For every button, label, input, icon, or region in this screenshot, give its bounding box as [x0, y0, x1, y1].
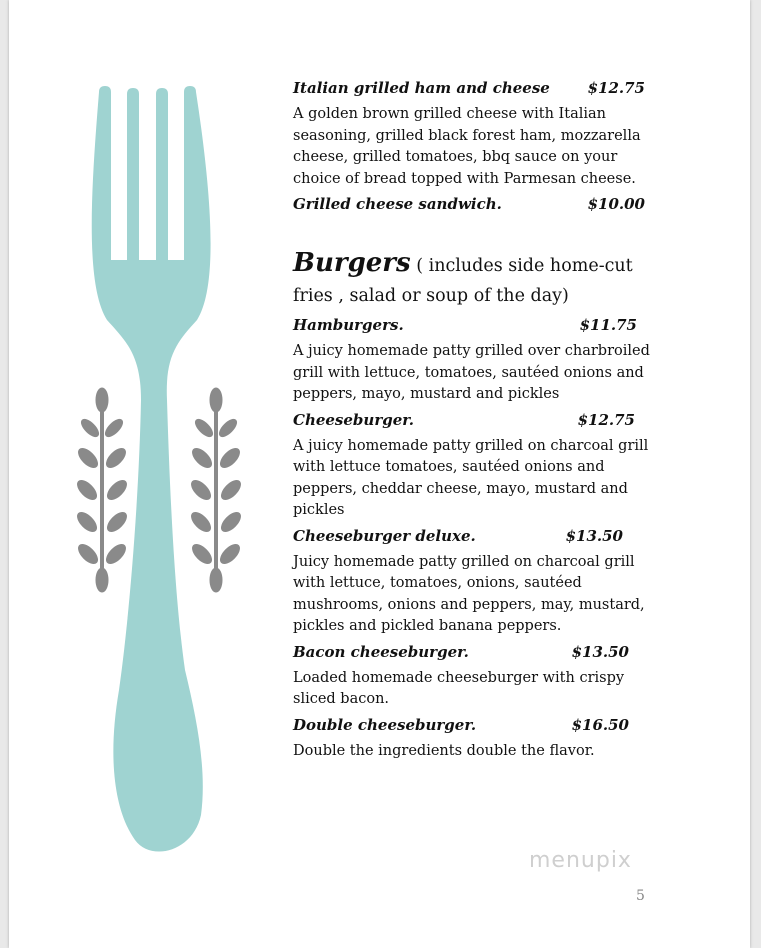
- leaf-sprig-icon: [74, 388, 129, 592]
- section-subtitle: ( includes side home-cut fries , salad or soup of the day): [293, 256, 633, 306]
- item-header: [293, 315, 653, 335]
- item-price: $16.50: [571, 715, 629, 734]
- item-price: $13.50: [571, 642, 629, 661]
- menu-content: [293, 78, 653, 766]
- item-header: [293, 410, 653, 430]
- menu-item: [293, 642, 653, 711]
- item-description: A golden brown grilled cheese with Italian seasoning, grilled black forest ham, mozzarella cheese, grilled tomatoes, bbq sauce on your choice of bread topped with Parmesan cheese.: [293, 106, 641, 187]
- item-description: Juicy homemade patty grilled on charcoal grill with lettuce, tomatoes, onions, sautéed mushrooms, onions and peppers, may, mustard, pickles and pickled banana peppers.: [293, 553, 645, 634]
- item-header: [293, 526, 653, 546]
- item-price: $12.75: [577, 410, 635, 429]
- section-heading: [293, 248, 653, 311]
- item-description: Double the ingredients double the flavor.: [293, 742, 595, 759]
- item-name: Bacon cheeseburger.: [293, 642, 469, 661]
- item-description: A juicy homemade patty grilled on charcoal grill with lettuce tomatoes, sautéed onions and peppers, cheddar cheese, mayo, mustard and pickles: [293, 437, 649, 518]
- item-name: Italian grilled ham and cheese: [293, 79, 550, 97]
- menu-item: [293, 194, 653, 214]
- item-price: $12.75: [587, 79, 645, 97]
- item-name: Cheeseburger deluxe.: [293, 526, 476, 545]
- menu-item: [293, 715, 653, 763]
- item-description: Loaded homemade cheeseburger with crispy sliced bacon.: [293, 669, 625, 707]
- fork-with-sprigs-illustration: [69, 80, 249, 860]
- item-name: Cheeseburger.: [293, 410, 414, 429]
- menu-item: [293, 410, 653, 522]
- item-header: [293, 194, 653, 214]
- watermark: menupix: [529, 848, 632, 873]
- item-header: [293, 78, 653, 98]
- menu-item: [293, 315, 653, 406]
- section-title: Burgers: [293, 248, 411, 278]
- leaf-sprig-icon: [188, 388, 243, 592]
- menu-item: [293, 526, 653, 638]
- item-price: $13.50: [565, 526, 623, 545]
- menu-item: [293, 78, 653, 190]
- item-name: Grilled cheese sandwich.: [293, 195, 502, 213]
- item-price: $11.75: [579, 316, 637, 334]
- item-header: [293, 715, 653, 735]
- item-price: $10.00: [587, 195, 645, 213]
- item-name: Hamburgers.: [293, 316, 404, 334]
- fork-icon: [92, 86, 211, 852]
- menu-page: [9, 0, 750, 948]
- item-name: Double cheeseburger.: [293, 715, 477, 734]
- item-description: A juicy homemade patty grilled over charbroiled grill with lettuce, tomatoes, sautéed onions and peppers, mayo, mustard and pickles: [293, 343, 650, 402]
- item-header: [293, 642, 653, 662]
- page-number: 5: [636, 888, 645, 904]
